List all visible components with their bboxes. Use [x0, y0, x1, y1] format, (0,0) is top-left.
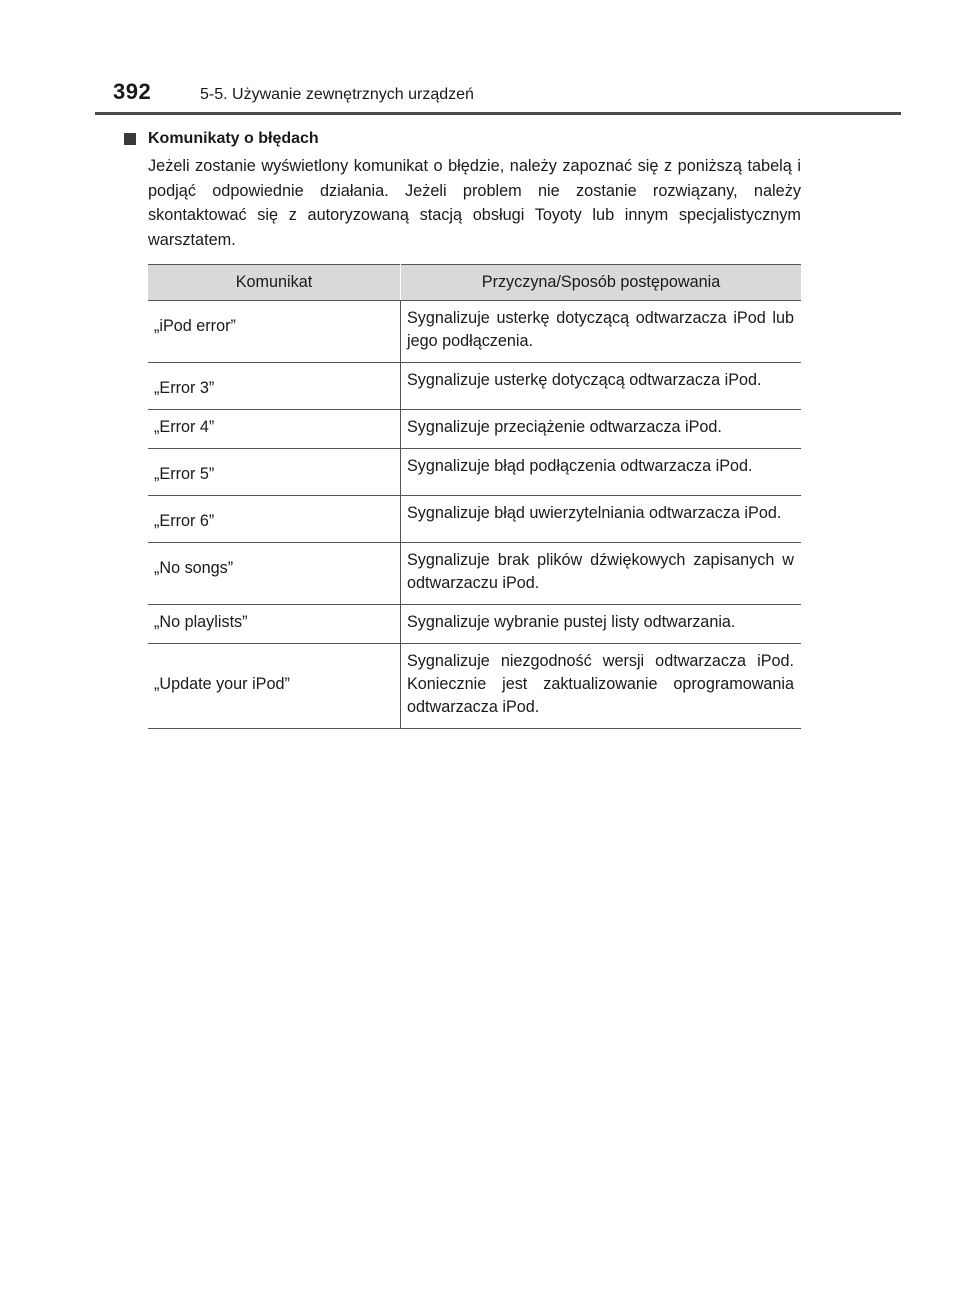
message-cell: „Error 3” [148, 363, 401, 410]
cause-cell: Sygnalizuje usterkę dotyczącą odtwarzacza iPod lub jego podłączenia. [401, 301, 802, 363]
bullet-square-icon [124, 133, 136, 145]
page-header [0, 0, 960, 120]
message-cell: „No playlists” [148, 605, 401, 644]
message-cell: „Error 5” [148, 449, 401, 496]
heading-text: Komunikaty o błędach [148, 130, 319, 147]
table-header-row [148, 265, 801, 301]
message-cell: „Error 4” [148, 410, 401, 449]
table-row [148, 301, 801, 363]
table-row [148, 410, 801, 449]
cause-cell: Sygnalizuje usterkę dotyczącą odtwarzacza iPod. [401, 363, 802, 410]
message-cell: „Error 6” [148, 496, 401, 543]
table-row [148, 605, 801, 644]
intro-paragraph: Jeżeli zostanie wyświetlony komunikat o błędzie, należy zapoznać się z poniższą tabelą i podjąć odpowiednie działania. Jeżeli problem nie zostanie rozwiązany, należy skontaktować się z autoryzowaną stacją obsługi Toyoty lub innym specjalistycznym warsztatem. [148, 157, 801, 249]
cause-cell: Sygnalizuje brak plików dźwiękowych zapisanych w odtwarzaczu iPod. [401, 543, 802, 605]
column-header-cause: Przyczyna/Sposób postępowania [401, 265, 802, 301]
cause-cell: Sygnalizuje wybranie pustej listy odtwarzania. [401, 605, 802, 644]
cause-cell: Sygnalizuje niezgodność wersji odtwarzacza iPod. Koniecznie jest zaktualizowanie oprogramowania odtwarzacza iPod. [401, 644, 802, 729]
table-row [148, 644, 801, 729]
message-cell: „No songs” [148, 543, 401, 605]
cause-cell: Sygnalizuje błąd podłączenia odtwarzacza iPod. [401, 449, 802, 496]
table-row [148, 496, 801, 543]
cause-cell: Sygnalizuje przeciążenie odtwarzacza iPod. [401, 410, 802, 449]
section-heading [148, 126, 801, 152]
column-header-message: Komunikat [148, 265, 401, 301]
intro-section [148, 126, 801, 252]
message-cell: „Update your iPod” [148, 644, 401, 729]
table-row [148, 543, 801, 605]
cause-cell: Sygnalizuje błąd uwierzytelniania odtwarzacza iPod. [401, 496, 802, 543]
header-divider [95, 112, 901, 115]
table-row [148, 449, 801, 496]
page-number: 392 [113, 79, 152, 104]
message-cell: „iPod error” [148, 301, 401, 363]
table-row [148, 363, 801, 410]
error-messages-table [148, 264, 801, 729]
section-title: 5-5. Używanie zewnętrznych urządzeń [200, 86, 474, 103]
